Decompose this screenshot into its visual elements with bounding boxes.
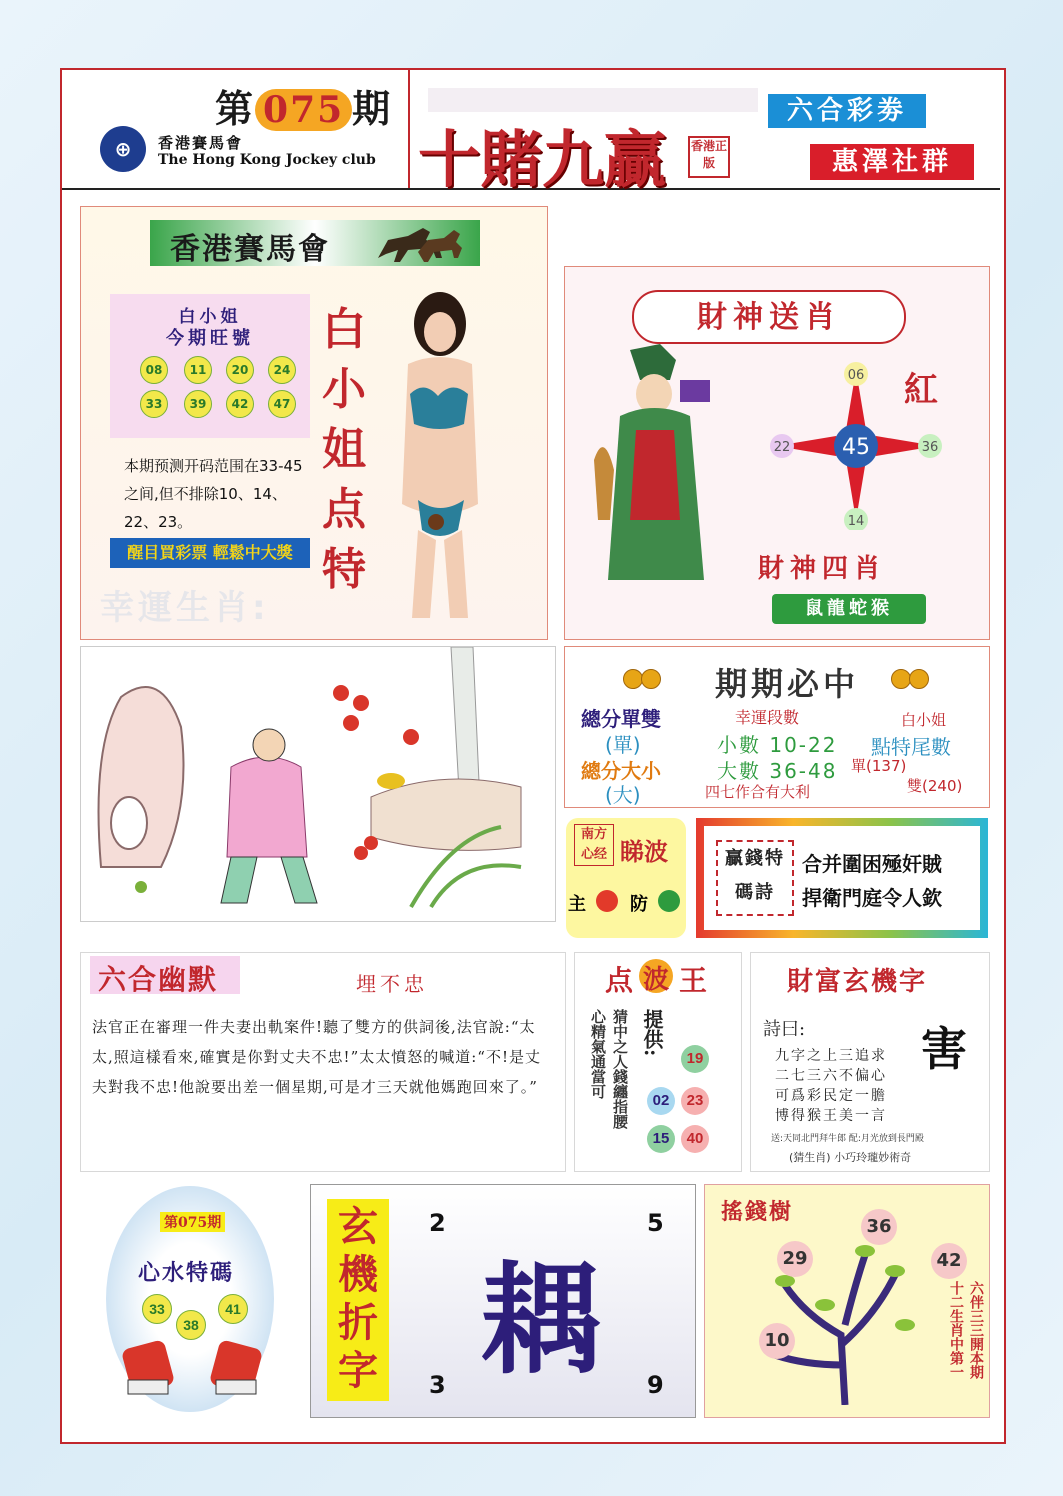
org-name-en: The Hong Kong Jockey club (158, 152, 376, 168)
riddle-note-2: (猜生肖) 小巧玲瓏妙術奇 (789, 1151, 912, 1164)
wave-king-col2: 猜中之人錢纏指腰 (611, 1009, 629, 1129)
total-odd-even-value: (單) (605, 733, 641, 757)
right-number: 36 (921, 440, 939, 455)
lucky-title-2: 今期旺號 (166, 328, 254, 349)
total-big-small-value: (大) (605, 783, 641, 807)
header-divider (408, 70, 410, 188)
prediction-text: 本期预测开码范围在33-45之间,但不排除10、14、22、23。 (124, 457, 303, 531)
wave-king-c: 王 (679, 964, 708, 997)
small-range: 小數 10-22 (717, 733, 838, 757)
corner-number-tr: 5 (647, 1209, 664, 1237)
tree-ball: 36 (861, 1209, 897, 1245)
heart-issue: 第075期 (160, 1212, 225, 1232)
coin-icon (909, 669, 929, 689)
issue-prefix: 第 (215, 86, 256, 131)
heart-number-panel (106, 1186, 274, 1412)
corner-number-tl: 2 (429, 1209, 446, 1237)
number-ball: 42 (226, 390, 254, 418)
poem-line-2: 捍衛門庭令人欽 (802, 886, 942, 910)
wave-king-col1: 心精氣通當可 (589, 1009, 607, 1099)
wave-watch-panel (566, 818, 686, 938)
tree-ball: 29 (777, 1241, 813, 1277)
wave-ball: 23 (681, 1087, 709, 1115)
fortune-title: 財富玄機字 (787, 967, 928, 997)
heart-ball: 38 (176, 1310, 206, 1340)
money-tree-icon (745, 1225, 945, 1405)
lucky-zodiac-label: 幸運生肖: (100, 588, 270, 628)
green-wave-ball (658, 890, 680, 912)
heart-title: 心水特碼 (138, 1260, 235, 1286)
lottery-pill: 六合彩劵 (768, 94, 926, 128)
riddle-line: 二七三六不偏心 (775, 1068, 887, 1084)
wave-ball: 40 (681, 1125, 709, 1153)
issue-value: 075 (255, 89, 352, 131)
coin-icon (641, 669, 661, 689)
total-big-small: 總分大小 (581, 759, 661, 783)
lucky-title-1: 白小姐 (178, 307, 242, 327)
riddle-line: 九字之上三追求 (775, 1048, 887, 1064)
left-number: 22 (773, 440, 791, 455)
heart-ball: 41 (218, 1294, 248, 1324)
corner-number-br: 9 (647, 1371, 664, 1399)
corner-number-bl: 3 (429, 1371, 446, 1399)
jockey-club-logo: ⊕ (100, 126, 146, 172)
tree-ball: 42 (931, 1243, 967, 1279)
heart-ball: 33 (142, 1294, 172, 1324)
riddle-char: 害 (921, 1022, 967, 1076)
number-ball: 08 (140, 356, 168, 384)
number-ball: 11 (184, 356, 212, 384)
poem-label: 詩曰: (763, 1019, 806, 1040)
coin-icon (623, 669, 643, 689)
lucky-hint: 四七作合有大利 (705, 783, 811, 801)
humor-header (90, 956, 240, 994)
split-big-char: 耦 (481, 1250, 601, 1391)
coin-icon (891, 669, 911, 689)
total-odd-even: 總分單雙 (581, 707, 661, 731)
split-character-panel (310, 1184, 696, 1418)
tree-ball: 10 (759, 1323, 795, 1359)
guard-label: 防 (630, 894, 648, 915)
win-poem-panel (696, 818, 988, 938)
humor-body: 法官正在審理一件夫妻出軌案件!聽了雙方的供詞後,法官說:“太太,照這樣看來,確實是你對丈夫不忠!”太太憤怒的喊道:“不!是丈夫對我不忠!他說要出差一個星期,可是才三天就他媽跑回來了。” (92, 1018, 541, 1096)
riddle-note-1: 送:天同北門拜牛郎 配:月光放到長門殿 (771, 1134, 924, 1144)
miss-bai-label: 白小姐 (901, 711, 947, 729)
slogan-bar: 醒目買彩票 輕鬆中大獎 (110, 538, 310, 568)
number-ball: 39 (184, 390, 212, 418)
big-range: 大數 36-48 (717, 759, 838, 783)
number-ball: 20 (226, 356, 254, 384)
issue-number (215, 78, 392, 133)
fortune-god-title: 財神送肖 (632, 290, 906, 344)
number-ball: 33 (140, 390, 168, 418)
number-ball: 47 (268, 390, 296, 418)
fortune-god-illustration (590, 340, 720, 590)
riddle-line: 博得猴王美一言 (775, 1108, 887, 1124)
humor-title: 六合幽默 (98, 963, 219, 996)
money-tree-title: 搖錢樹 (721, 1199, 794, 1225)
red-color-char: 紅 (904, 370, 938, 410)
poem-box: 贏錢特碼詩 (716, 840, 794, 916)
poem-line-1: 合并圍困殛奸賊 (802, 852, 942, 876)
number-ball: 24 (268, 356, 296, 384)
special-tail-label: 點特尾數 (871, 735, 951, 759)
tree-side-1: 六伴三三開本期 (968, 1281, 984, 1379)
humor-subtitle: 埋不忠 (356, 972, 428, 996)
riddle-line: 可爲彩民定一膽 (775, 1088, 887, 1104)
fortune-riddle-panel (750, 952, 990, 1172)
four-zodiac-animals: 鼠龍蛇猴 (772, 594, 926, 624)
odd-tails: 單(137) (851, 757, 907, 775)
wave-king-tip: 提供: (640, 1009, 664, 1057)
official-stamp: 香港正版 (688, 136, 730, 178)
lucky-numbers-box (110, 294, 310, 438)
top-number: 06 (847, 368, 865, 383)
wave-ball: 02 (647, 1087, 675, 1115)
wave-king-b: 波 (639, 959, 673, 993)
center-number: 45 (842, 435, 870, 460)
wave-title: 睇波 (620, 837, 668, 866)
wave-king-a: 点 (605, 964, 634, 997)
wave-king-panel (574, 952, 742, 1172)
cartoon-illustration (80, 646, 556, 922)
community-pill: 惠澤社群 (810, 144, 974, 180)
bottom-number: 14 (847, 514, 865, 529)
banner-text: 香港賽馬會 (170, 232, 330, 267)
issue-suffix: 期 (352, 86, 393, 131)
split-title: 玄機折字 (338, 1203, 378, 1394)
header-blur-strip (428, 88, 758, 112)
boxing-gloves-icon (122, 1334, 262, 1398)
main-title: 十賭九贏 (418, 123, 667, 196)
wave-ball: 15 (647, 1125, 675, 1153)
wave-ball: 19 (681, 1045, 709, 1073)
must-win-title: 期期必中 (715, 665, 860, 703)
tree-side-2: 十二生肖中第一 (948, 1281, 964, 1379)
vertical-title: 白小姐点特 (322, 304, 366, 595)
even-tails: 雙(240) (907, 777, 963, 795)
four-zodiac-title: 財神四肖 (758, 554, 887, 584)
lucky-range-title: 幸運段數 (735, 708, 800, 727)
wave-tag: 南方心经 (574, 824, 614, 866)
red-wave-ball (596, 890, 618, 912)
model-photo (378, 284, 498, 624)
money-tree-panel (704, 1184, 990, 1418)
main-label: 主 (568, 894, 586, 915)
org-name-cn: 香港賽馬會 (158, 134, 244, 152)
horse-icon (368, 218, 468, 270)
must-win-panel (564, 646, 990, 808)
